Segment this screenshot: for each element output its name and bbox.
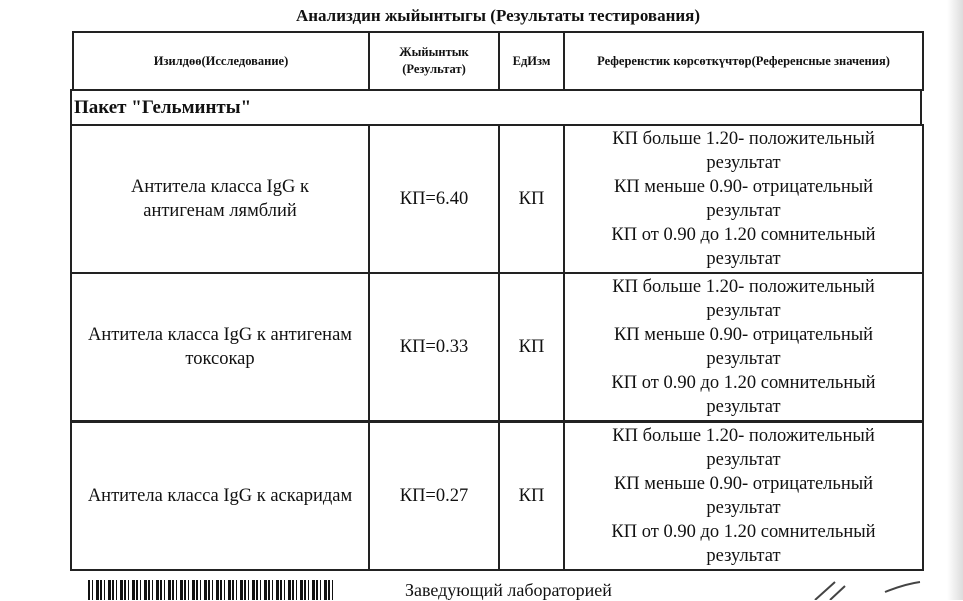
page-edge-shadow: [947, 0, 963, 600]
header-label: Изилдөө(Исследование): [153, 53, 289, 68]
result-text: КП=0.33: [399, 337, 469, 357]
test-text: Антитела класса IgG к аскаридам: [87, 486, 353, 506]
cell-unit: [498, 272, 565, 422]
test-text: Антитела класса IgG к антигенам токсокар: [87, 325, 352, 369]
unit-text: КП: [518, 486, 545, 506]
cell-ref: [563, 272, 924, 422]
section-title: Пакет "Гельминты": [70, 89, 922, 125]
reference-line: КП меньше 0.90- отрицательный результат: [613, 177, 874, 221]
header-unit: [498, 31, 565, 91]
cell-test: [70, 124, 370, 274]
reference-line: КП от 0.90 до 1.20 сомнительный результат: [611, 522, 876, 566]
header-label: Референстик көрсөткүчтөр(Референсные значения): [597, 53, 890, 68]
reference-line: КП больше 1.20- положительный результат: [612, 426, 875, 470]
unit-text: КП: [518, 189, 545, 209]
reference-line: КП меньше 0.90- отрицательный результат: [613, 474, 874, 518]
header-test: [72, 31, 370, 91]
document-title: Анализдин жыйынтыгы (Результаты тестирования): [295, 6, 701, 25]
reference-line: КП больше 1.20- положительный результат: [612, 129, 875, 173]
reference-line: КП меньше 0.90- отрицательный результат: [613, 325, 874, 369]
test-text: Антитела класса IgG к антигенам лямблий: [131, 177, 309, 221]
cell-test: [70, 421, 370, 571]
header-label: Жыйынтык (Результат): [399, 45, 469, 76]
cell-test: [70, 272, 370, 422]
reference-line: КП от 0.90 до 1.20 сомнительный результат: [611, 225, 876, 269]
cell-result: [368, 421, 500, 571]
barcode: [88, 580, 333, 600]
cell-result: [368, 124, 500, 274]
signer-label: Заведующий лабораторией: [405, 580, 612, 600]
reference-line: КП от 0.90 до 1.20 сомнительный результат: [611, 373, 876, 417]
cell-result: [368, 272, 500, 422]
cell-ref: [563, 124, 924, 274]
signature: [795, 578, 925, 600]
header-label: ЕдИзм: [512, 53, 551, 68]
cell-ref: [563, 421, 924, 571]
header-result: [368, 31, 500, 91]
header-reference: [563, 31, 924, 91]
result-text: КП=6.40: [399, 189, 469, 209]
cell-unit: [498, 421, 565, 571]
cell-unit: [498, 124, 565, 274]
reference-line: КП больше 1.20- положительный результат: [612, 277, 875, 321]
result-text: КП=0.27: [399, 486, 469, 506]
unit-text: КП: [518, 337, 545, 357]
